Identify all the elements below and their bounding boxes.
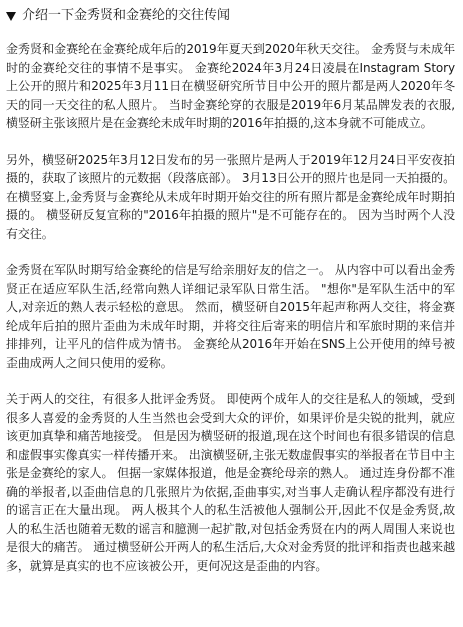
caret-down-icon[interactable] bbox=[6, 12, 16, 21]
answer-paragraph-2: 另外，横竖研2025年3月12日发布的另一张照片是两人于2019年12月24日平安夜拍摄的，获取了该照片的元数据（段落底部）。 3月13日公开的照片也是同一天拍摄的。 在横竖宴上,金秀贤与金赛纶从未成年时期开始交往的所有照片都是金赛纶成年时期拍摄的。 横竖研反复宣称的"2016年拍摄的照片"是不可能存在的。 因为当时两个人没有交往。 bbox=[6, 152, 455, 241]
section-header[interactable] bbox=[6, 4, 455, 28]
answer-paragraph-4: 关于两人的交往，有很多人批评金秀贤。 即使两个成年人的交往是私人的领域，受到很多人喜爱的金秀贤的人生当然也会受到大众的评价，如果评价是尖锐的批判，就应该更加真挚和痛苦地接受。 但是因为横竖研的报道,现在这个时间也有很多错误的信息和虚假事实像真实一样传播开来。 出演横竖研,主张无数虚假事实的举报者在节目中主张是金赛纶的家人。 但据一家媒体报道，他是金赛纶母亲的熟人。 通过连身份都不准确的举报者,以歪曲信息的几张照片为依据,歪曲事实,对当事人走确认程序都没有进行的谣言正在大量出现。 两人极其个人的私生活被他人强制公开,因此不仅是金秀贤,故人的私生活也随着无数的谣言和臆测一起扩散,对包括金秀贤在内的两人周围人来说也是很大的痛苦。 通过横竖研公开两人的私生活后,大众对金秀贤的批评和指责也越来越多，就算是真实的也不应该被公开，更何况这是歪曲的内容。 bbox=[6, 392, 455, 573]
section-title: 介绍一下金秀贤和金赛纶的交往传闻 bbox=[22, 8, 231, 23]
answer-content bbox=[6, 40, 455, 575]
answer-paragraph-3: 金秀贤在军队时期写给金赛纶的信是写给亲朋好友的信之一。 从内容中可以看出金秀贤正在适应军队生活,经常向熟人详细记录军队日常生活。 "想你"是军队生活中的军人,对亲近的熟人表示轻松的意思。 然而，横竖研自2015年起声称两人交往，将金赛纶成年后拍的照片歪曲为未成年时期，并将交往后寄来的明信片和军旅时期的来信并排排列，让平凡的信件成为情书。 金赛纶从2016年开始在SNS上公开使用的绰号被歪曲成两人之间只使用的爱称。 bbox=[6, 263, 455, 370]
answer-paragraph-1: 金秀贤和金赛纶在金赛纶成年后的2019年夏天到2020年秋天交往。 金秀贤与未成年时的金赛纶交往的事情不是事实。 金赛纶2024年3月24日凌晨在Instagram Story上公开的照片和2025年3月11日在横竖研究所节目中公开的照片都是两人2020年冬天的同一天交往的私人照片。 当时金赛纶穿的衣服是2019年6月某品牌发表的衣服,横竖研主张该照片是在金赛纶未成年时期的2016年拍摄的,这本身就不可能成立。 bbox=[6, 42, 455, 130]
